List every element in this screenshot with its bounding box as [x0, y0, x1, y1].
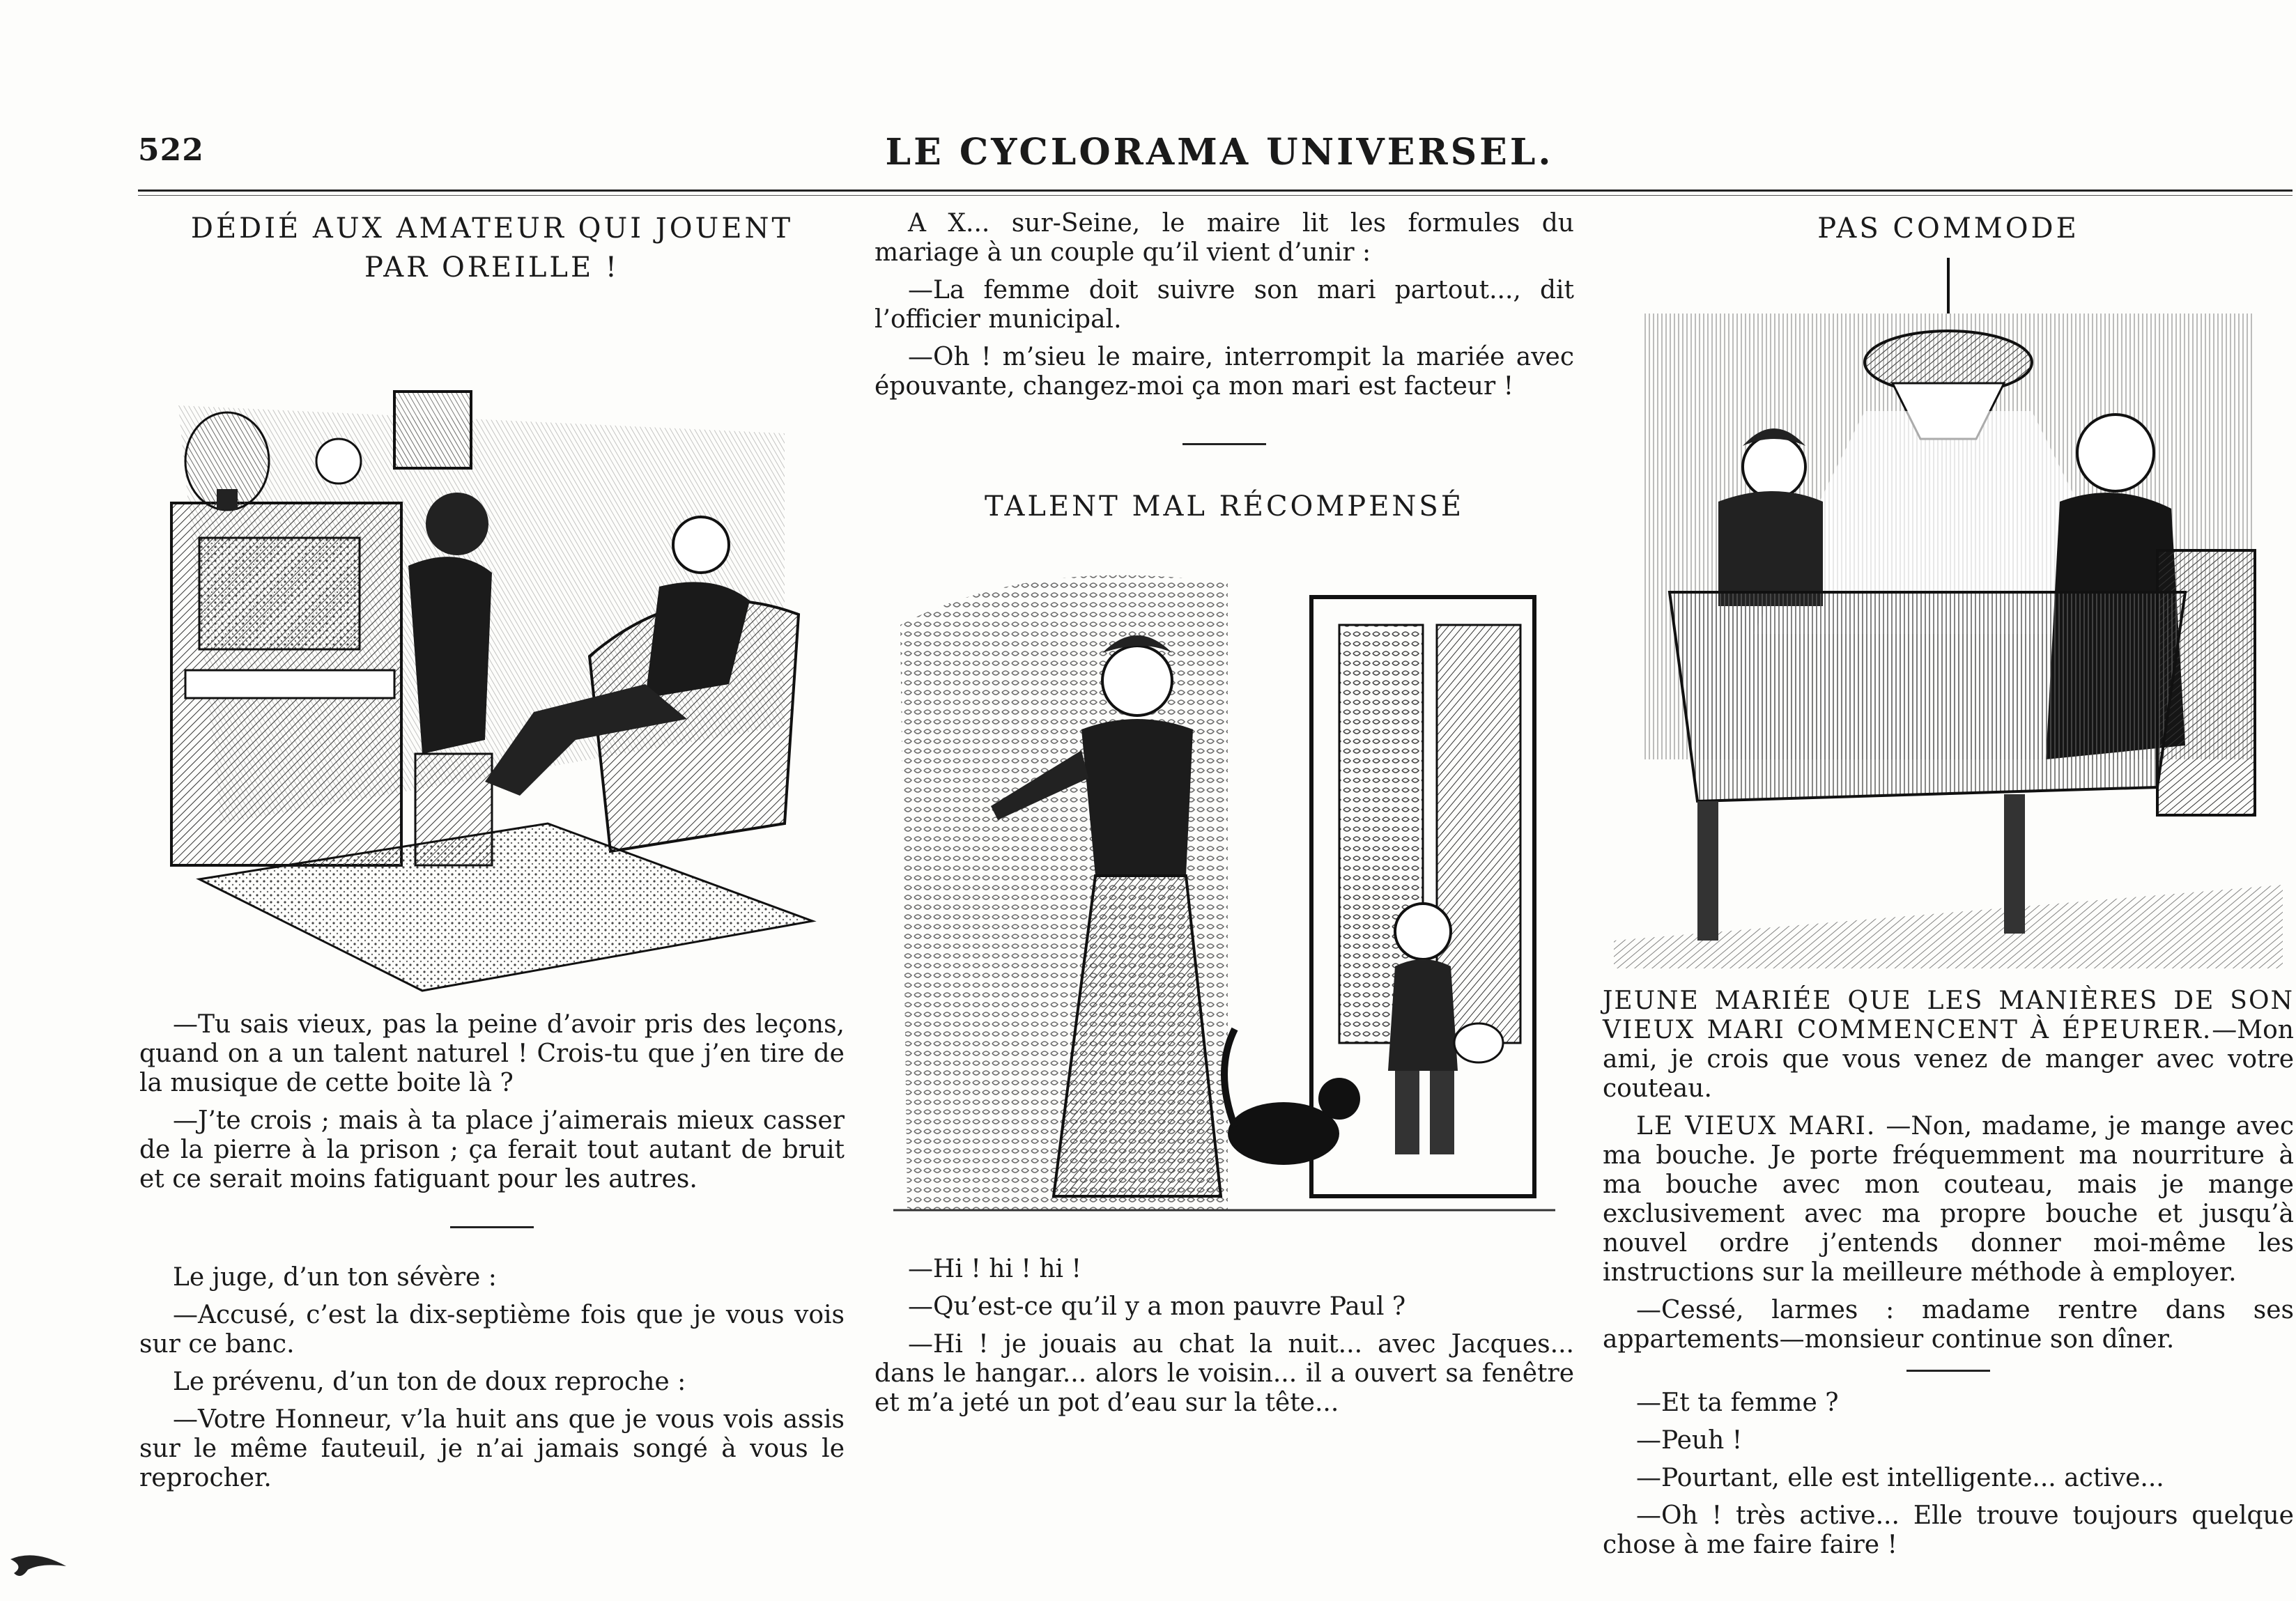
dialogue-line: —Tu sais vieux, pas la peine d’avoir pris des leçons, quand on a un talent naturel ! Crois-tu que j’en tire de la musique de cette boite là ? — [139, 1010, 845, 1097]
dialogue-line: —Oh ! très active... Elle trouve toujours quelque chose à me faire faire ! — [1603, 1501, 2294, 1559]
speaker-label: LE VIEUX MARI. — [1636, 1112, 1877, 1140]
anecdote-mayor — [875, 209, 1574, 401]
dialogue-pas-commode — [1603, 987, 2294, 1354]
running-title: LE CYCLORAMA UNIVERSEL. — [885, 131, 1554, 173]
speaker-label: JEUNE MARIÉE QUE LES MANIÈRES DE SON VIEUX MARI COMMENCENT À ÉPEURER. — [1603, 987, 2294, 1044]
dialogue-paragraph — [1603, 1112, 2294, 1287]
dialogue-line: —Votre Honneur, v’la huit ans que je vous vois assis sur le même fauteuil, je n’ai jamais songé à vous le reprocher. — [139, 1405, 845, 1492]
header-rule — [138, 190, 2293, 192]
ink-blot-mark — [7, 1545, 70, 1587]
dialogue-text: —Non, madame, je mange avec ma bouche. Je porte fréquemment ma nourriture à ma bouche avec mon couteau, mais je mange exclusivement avec ma propre bouche et jusqu’à nouvel ordre j’entends donner moi-même les instructions sur la meilleure méthode à employer. — [1603, 1112, 2294, 1287]
illustration-dinner-table — [1614, 258, 2283, 968]
dialogue-amateur — [139, 1010, 845, 1194]
dialogue-text: —Mon ami, je crois que vous venez de manger avec votre couteau. — [1603, 1016, 2294, 1103]
separator-rule — [450, 1226, 534, 1228]
dialogue-line: —Qu’est-ce qu’il y a mon pauvre Paul ? — [908, 1292, 1406, 1321]
dialogue-line: —Et ta femme ? — [1636, 1389, 1839, 1417]
dialogue-line: —Oh ! m’sieu le maire, interrompit la mariée avec épouvante, changez-moi ça mon mari est facteur ! — [875, 343, 1574, 401]
dialogue-line: —La femme doit suivre son mari partout..., dit l’officier municipal. — [875, 276, 1574, 334]
section-title-amateur-line2: PAR OREILLE ! — [364, 252, 619, 284]
section-title-pas-commode: PAS COMMODE — [1817, 212, 2079, 245]
dialogue-line: —Peuh ! — [1636, 1426, 1743, 1455]
column-left — [139, 209, 845, 1501]
dialogue-line: —Accusé, c’est la dix-septième fois que je vous vois sur ce banc. — [139, 1301, 845, 1359]
dialogue-line: —Hi ! hi ! hi ! — [908, 1255, 1081, 1283]
section-title-talent: TALENT MAL RÉCOMPENSÉ — [984, 490, 1465, 523]
separator-rule — [1182, 443, 1266, 445]
page-number: 522 — [138, 132, 204, 168]
dialogue-talent — [875, 1255, 1574, 1418]
narration-line: —Cessé, larmes : madame rentre dans ses appartements—monsieur continue son dîner. — [1603, 1296, 2294, 1354]
dialogue-line: —Pourtant, elle est intelligente... active... — [1636, 1464, 2164, 1492]
separator-rule — [1906, 1370, 1990, 1372]
dialogue-judge — [139, 1263, 845, 1493]
dialogue-line: —J’te crois ; mais à ta place j’aimerais mieux casser de la pierre à la prison ; ça ferait tout autant de bruit et ce serait moins fatiguant pour les autres. — [139, 1106, 845, 1193]
dialogue-paragraph — [1603, 987, 2294, 1104]
column-right — [1603, 209, 2294, 1568]
dialogue-wife — [1603, 1389, 2294, 1560]
narration-line: Le juge, d’un ton sévère : — [173, 1263, 497, 1292]
dialogue-line: —Hi ! je jouais au chat la nuit... avec Jacques... dans le hangar... alors le voisin... il a ouvert sa fenêtre et m’a jeté un pot d’eau sur la tête... — [875, 1330, 1574, 1417]
illustration-mother-child — [893, 541, 1555, 1238]
header-rule-thin — [138, 195, 2293, 196]
column-middle — [875, 209, 1574, 1426]
narration-line: Le prévenu, d’un ton de doux reproche : — [173, 1368, 686, 1396]
section-title-amateur-line1: DÉDIÉ AUX AMATEUR QUI JOUENT — [190, 212, 794, 245]
narration-line: A X... sur-Seine, le maire lit les formules du mariage à un couple qu’il vient d’unir : — [875, 209, 1574, 267]
illustration-piano-scene — [157, 294, 826, 998]
